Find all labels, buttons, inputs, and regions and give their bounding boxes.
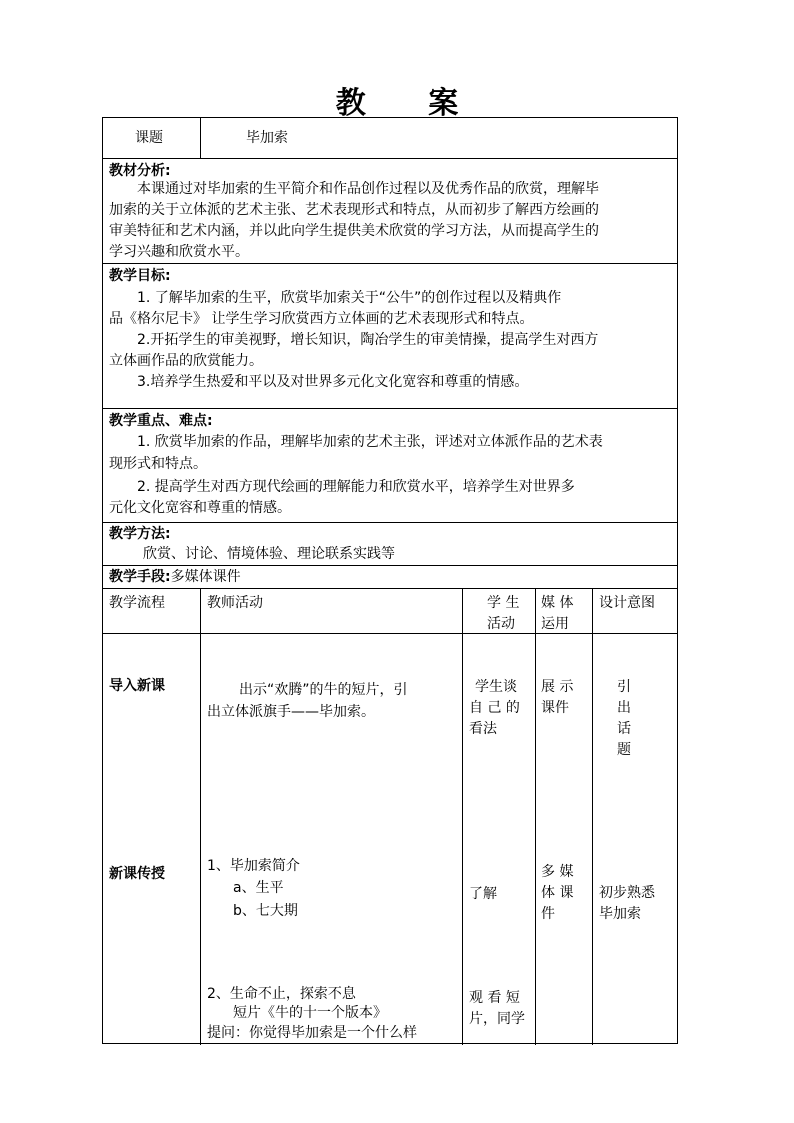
analysis-line: 加索的关于立体派的艺术主张、艺术表现形式和特点，从而初步了解西方绘画的 bbox=[109, 202, 599, 218]
analysis-line: 学习兴趣和欣赏水平。 bbox=[109, 244, 249, 260]
col-divider bbox=[200, 118, 201, 158]
new-teacher-line: 短片《牛的十一个版本》 bbox=[233, 1005, 387, 1021]
col-header-student: 活动 bbox=[487, 616, 515, 632]
new-intent-line: 毕加索 bbox=[599, 906, 641, 922]
col-header-flow: 教学流程 bbox=[109, 595, 165, 611]
intro-media-line: 展 示 bbox=[541, 679, 574, 695]
new-student-line: 片，同学 bbox=[469, 1011, 525, 1027]
keypoint-line: 现形式和特点。 bbox=[109, 456, 207, 472]
row-divider bbox=[103, 588, 677, 589]
keypoints-heading: 教学重点、难点: bbox=[109, 413, 213, 429]
row-divider bbox=[103, 408, 677, 409]
col-header-teacher: 教师活动 bbox=[207, 595, 263, 611]
col-header-media: 媒 体 bbox=[541, 595, 574, 611]
new-media-line: 多 媒 bbox=[541, 864, 574, 880]
methods-text: 欣赏、讨论、情境体验、理论联系实践等 bbox=[143, 546, 395, 562]
analysis-line: 本课通过对毕加索的生平简介和作品创作过程以及优秀作品的欣赏，理解毕 bbox=[137, 181, 599, 197]
means-heading: 教学手段: bbox=[109, 569, 171, 585]
intro-teacher-line: 出立体派旗手——毕加索。 bbox=[207, 704, 375, 720]
row-divider bbox=[103, 158, 677, 159]
new-teacher-line: 2、生命不止，探索不息 bbox=[207, 986, 356, 1002]
new-student-line: 观 看 短 bbox=[469, 990, 520, 1006]
col-divider bbox=[592, 588, 593, 1045]
intro-intent-char: 引 bbox=[617, 679, 631, 695]
col-divider bbox=[200, 588, 201, 1045]
stage-new: 新课传授 bbox=[109, 866, 165, 882]
intro-teacher-line: 出示“欢腾”的牛的短片，引 bbox=[239, 682, 408, 698]
new-teacher-line: b、七大期 bbox=[233, 903, 298, 919]
intro-intent-char: 题 bbox=[617, 742, 631, 758]
intro-student-line: 学生谈 bbox=[475, 679, 517, 695]
new-teacher-line: 提问：你觉得毕加索是一个什么样 bbox=[207, 1025, 417, 1041]
col-header-intent: 设计意图 bbox=[599, 595, 655, 611]
page-title: 教 案 bbox=[335, 86, 485, 121]
col-divider bbox=[462, 588, 463, 1045]
new-media-line: 体 课 bbox=[541, 885, 574, 901]
analysis-line: 审美特征和艺术内涵，并以此向学生提供美术欣赏的学习方法，从而提高学生的 bbox=[109, 223, 599, 239]
col-header-media: 运用 bbox=[541, 616, 569, 632]
means-row bbox=[109, 567, 241, 588]
intro-intent-char: 话 bbox=[617, 721, 631, 737]
analysis-heading: 教材分析: bbox=[109, 163, 171, 179]
goal-line: 2.开拓学生的审美视野，增长知识，陶冶学生的审美情操，提高学生对西方 bbox=[137, 332, 599, 348]
row-divider bbox=[103, 263, 677, 264]
col-header-student: 学 生 bbox=[487, 595, 520, 611]
new-teacher-line: a、生平 bbox=[233, 880, 284, 896]
means-text: 多媒体课件 bbox=[170, 569, 241, 585]
new-intent-line: 初步熟悉 bbox=[599, 885, 655, 901]
row-divider bbox=[103, 565, 677, 566]
goals-heading: 教学目标: bbox=[109, 268, 171, 284]
goal-line: 立体画作品的欣赏能力。 bbox=[109, 353, 263, 369]
intro-student-line: 自 己 的 bbox=[469, 700, 520, 716]
keypoint-line: 元化文化宽容和尊重的情感。 bbox=[109, 500, 291, 516]
intro-media-line: 课件 bbox=[541, 700, 569, 716]
row-divider bbox=[103, 522, 677, 523]
new-media-line: 件 bbox=[541, 906, 555, 922]
col-divider bbox=[535, 588, 536, 1045]
lesson-plan-table bbox=[102, 117, 678, 1044]
goal-line: 品《格尔尼卡》 让学生学习欣赏西方立体画的艺术表现形式和特点。 bbox=[109, 311, 534, 327]
intro-intent-char: 出 bbox=[617, 700, 631, 716]
keypoint-line: 2. 提高学生对西方现代绘画的理解能力和欣赏水平，培养学生对世界多 bbox=[137, 479, 575, 495]
goal-line: 1. 了解毕加索的生平，欣赏毕加索关于“公牛”的创作过程以及精典作 bbox=[137, 290, 562, 306]
topic-label: 课题 bbox=[135, 130, 163, 146]
goal-line: 3.培养学生热爱和平以及对世界多元化文化宽容和尊重的情感。 bbox=[137, 374, 529, 390]
new-teacher-line: 1、毕加索简介 bbox=[207, 858, 300, 874]
new-student-line: 了解 bbox=[469, 886, 497, 902]
keypoint-line: 1. 欣赏毕加索的作品，理解毕加索的艺术主张，评述对立体派作品的艺术表 bbox=[137, 434, 603, 450]
row-divider bbox=[103, 633, 677, 634]
stage-intro: 导入新课 bbox=[109, 678, 165, 694]
intro-student-line: 看法 bbox=[469, 721, 497, 737]
methods-heading: 教学方法: bbox=[109, 526, 171, 542]
topic-value: 毕加索 bbox=[246, 130, 288, 146]
